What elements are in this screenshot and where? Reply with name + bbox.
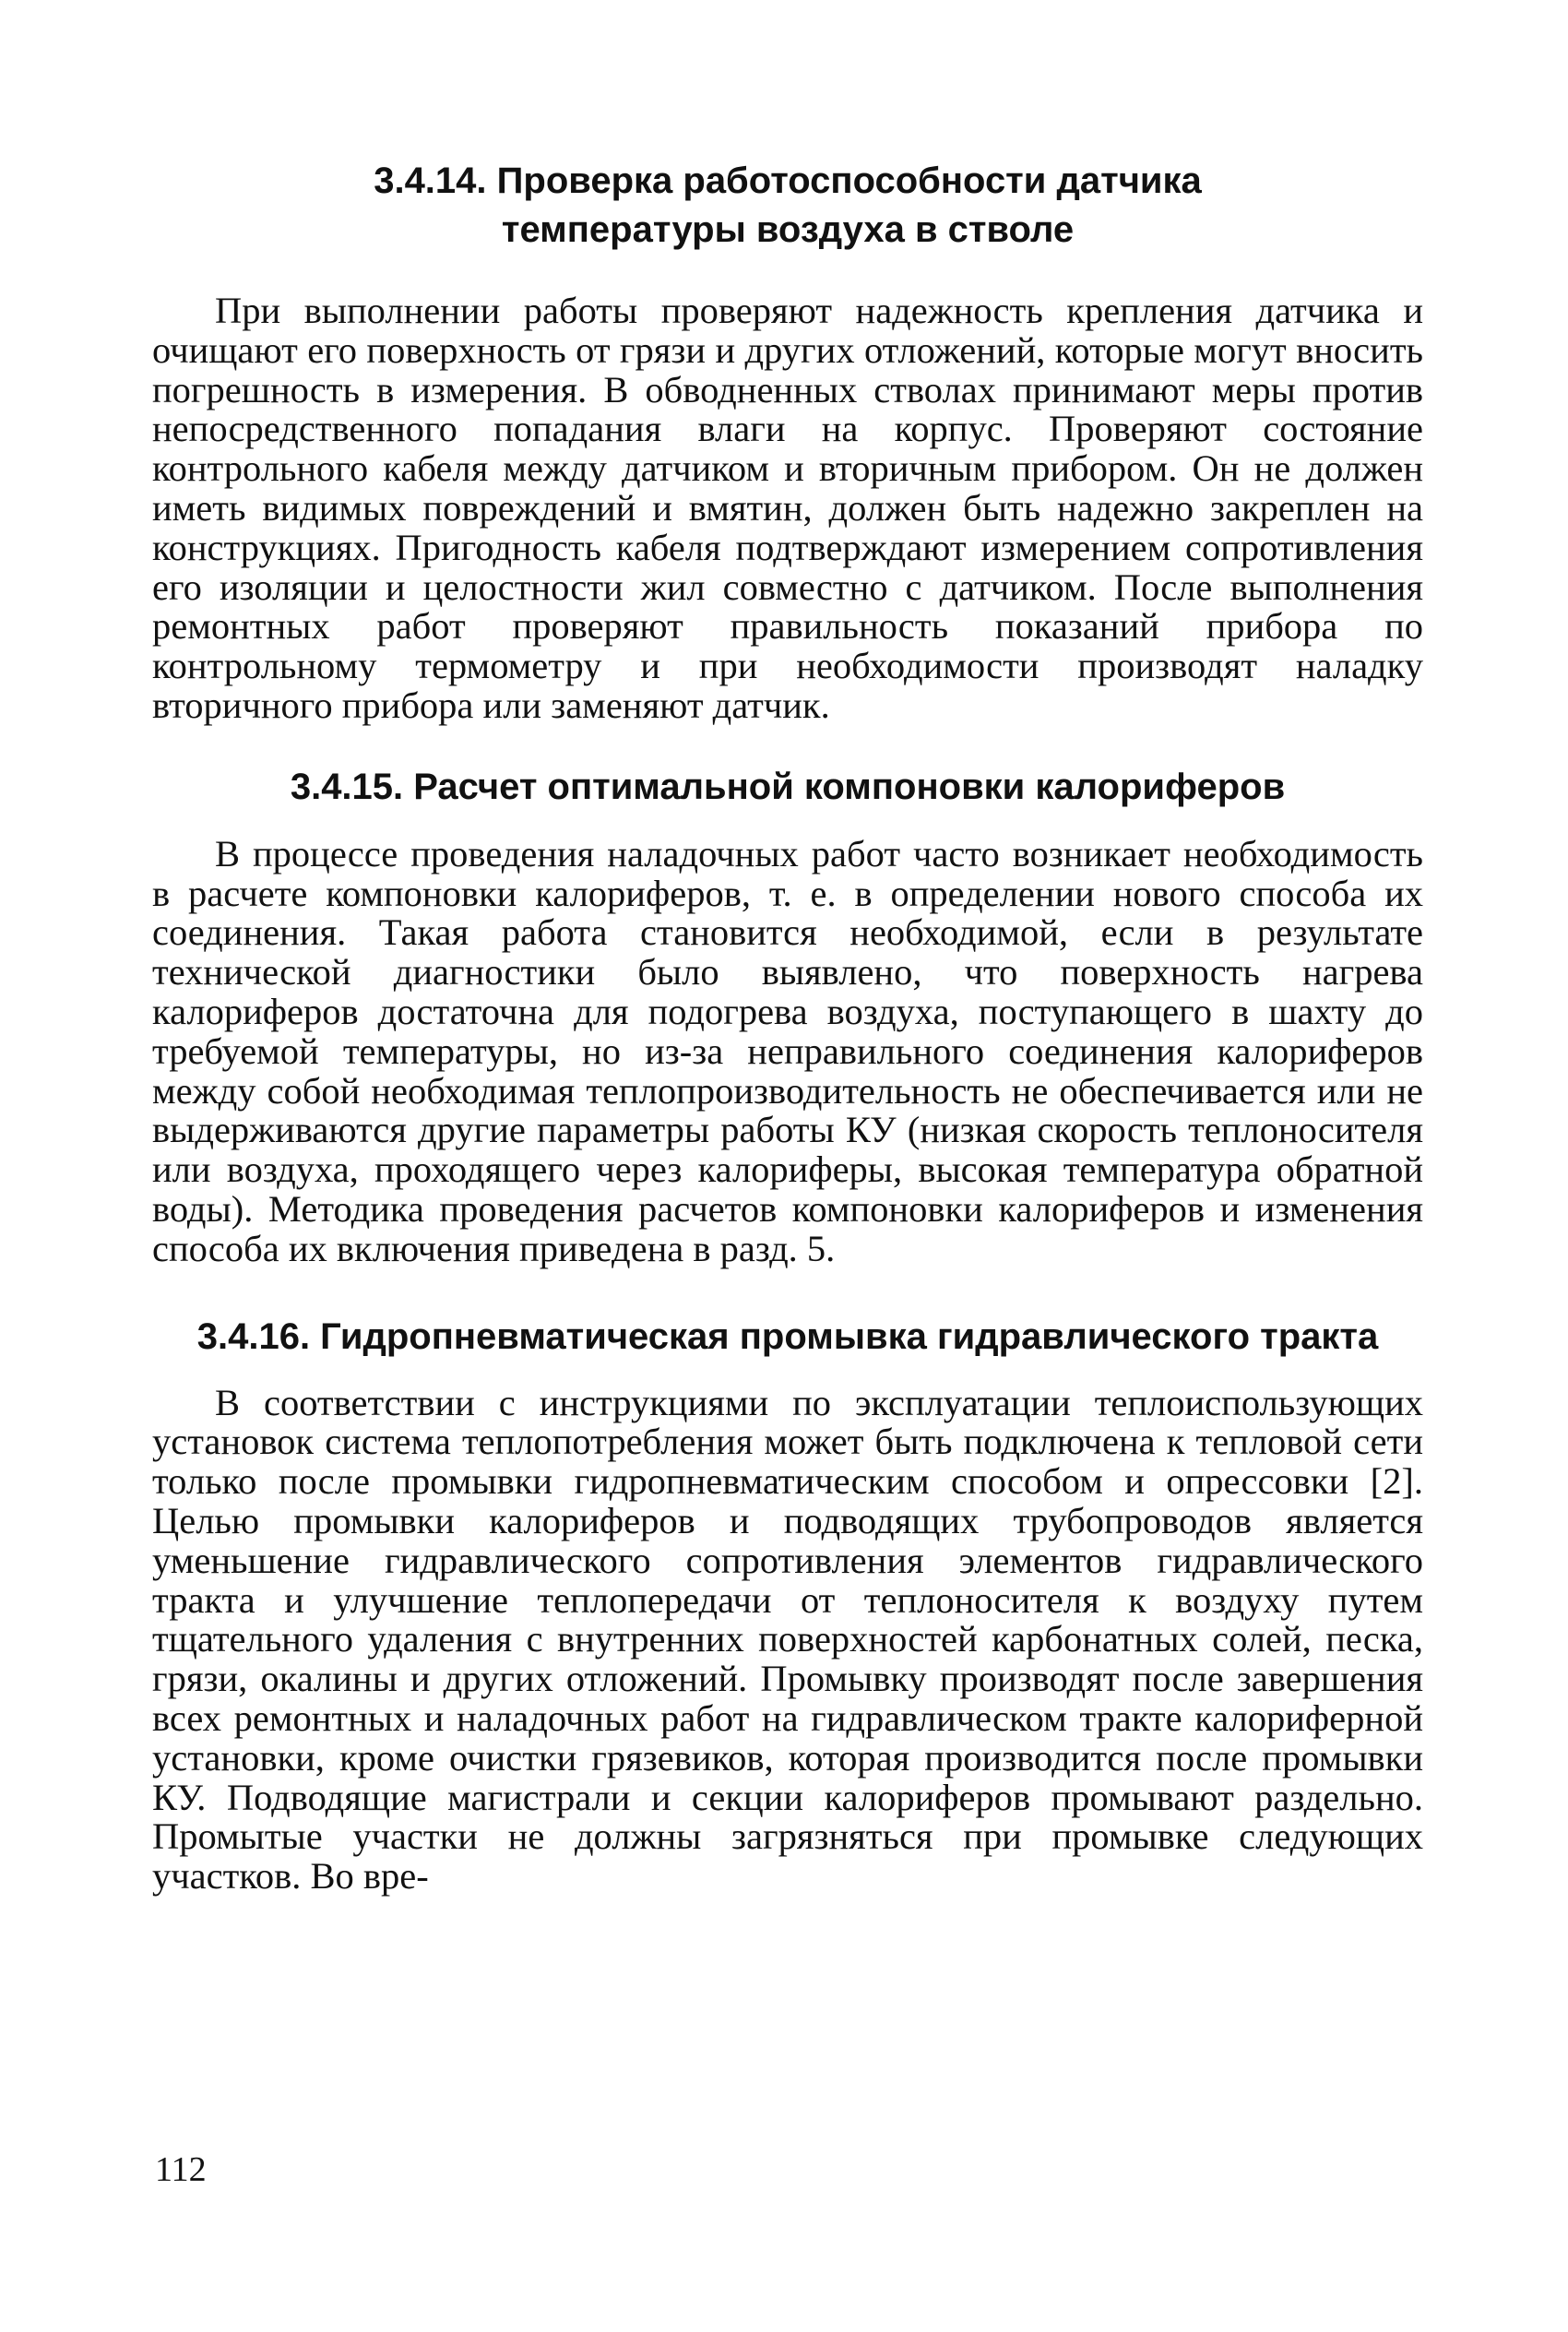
- heading-line: 3.4.15. Расчет оптимальной компоновки калориферов: [290, 766, 1286, 807]
- section-paragraph-3-4-16: В соответствии с инструкциями по эксплуатации теплоиспользующих установок система теплопотребления может быть подключена к тепловой сети только после промывки гидропневматическим способом и опрессовки [2]. Целью промывки калориферов и подводящих трубопроводов является уменьшение гидравлического сопротивления элементов гидравлического тракта и улучшение теплопередачи от теплоносителя к воздуху путем тщательного удаления с внутренних поверхностей карбонатных солей, песка, грязи, окалины и других отложений. Промывку производят после завершения всех ремонтных и наладочных работ на гидравлическом тракте калориферной установки, кроме очистки грязевиков, которая производится после промывки КУ. Подводящие магистрали и секции калориферов промывают раздельно. Промытые участки не должны загрязняться при промывке следующих участков. Во вре-: [152, 1381, 1423, 1898]
- section-paragraph-3-4-14: При выполнении работы проверяют надежность крепления датчика и очищают его поверхность от грязи и других отложений, которые могут вносить погрешность в измерения. В обводненных стволах принимают меры против непосредственного попадания влаги на корпус. Проверяют состояние контрольного кабеля между датчиком и вторичным прибором. Он не должен иметь видимых повреждений и вмятин, должен быть надежно закреплен на конструкциях. Пригодность кабеля подтверждают измерением сопротивления его изоляции и целостности жил совместно с датчиком. После выполнения ремонтных работ проверяют правильность показаний прибора по контрольному термометру и при необходимости производят наладку вторичного прибора или заменяют датчик.: [152, 290, 1423, 726]
- section-heading-3-4-16: [152, 1313, 1423, 1362]
- section-heading-3-4-14: [152, 157, 1423, 255]
- heading-line: 3.4.14. Проверка работоспособности датчика: [374, 161, 1202, 201]
- page-number: 112: [155, 2150, 207, 2189]
- section-heading-3-4-15: [152, 763, 1423, 812]
- heading-line: 3.4.16. Гидропневматическая промывка гидравлического тракта: [196, 1315, 1379, 1357]
- heading-line: температуры воздуха в стволе: [501, 209, 1075, 250]
- page-content: [152, 157, 1423, 1897]
- section-paragraph-3-4-15: В процессе проведения наладочных работ часто возникает необходимость в расчете компоновки калориферов, т. е. в определении нового способа их соединения. Такая работа становится необходимой, если в результате технической диагностики было выявлено, что поверхность нагрева калориферов достаточна для подогрева воздуха, поступающего в шахту до требуемой температуры, но из-за неправильного соединения калориферов между собой необходимая теплопроизводительность не обеспечивается или не выдерживаются другие параметры работы КУ (низкая скорость теплоносителя или воздуха, проходящего через калориферы, высокая температура обратной воды). Методика проведения расчетов компоновки калориферов и изменения способа их включения приведена в разд. 5.: [152, 832, 1423, 1269]
